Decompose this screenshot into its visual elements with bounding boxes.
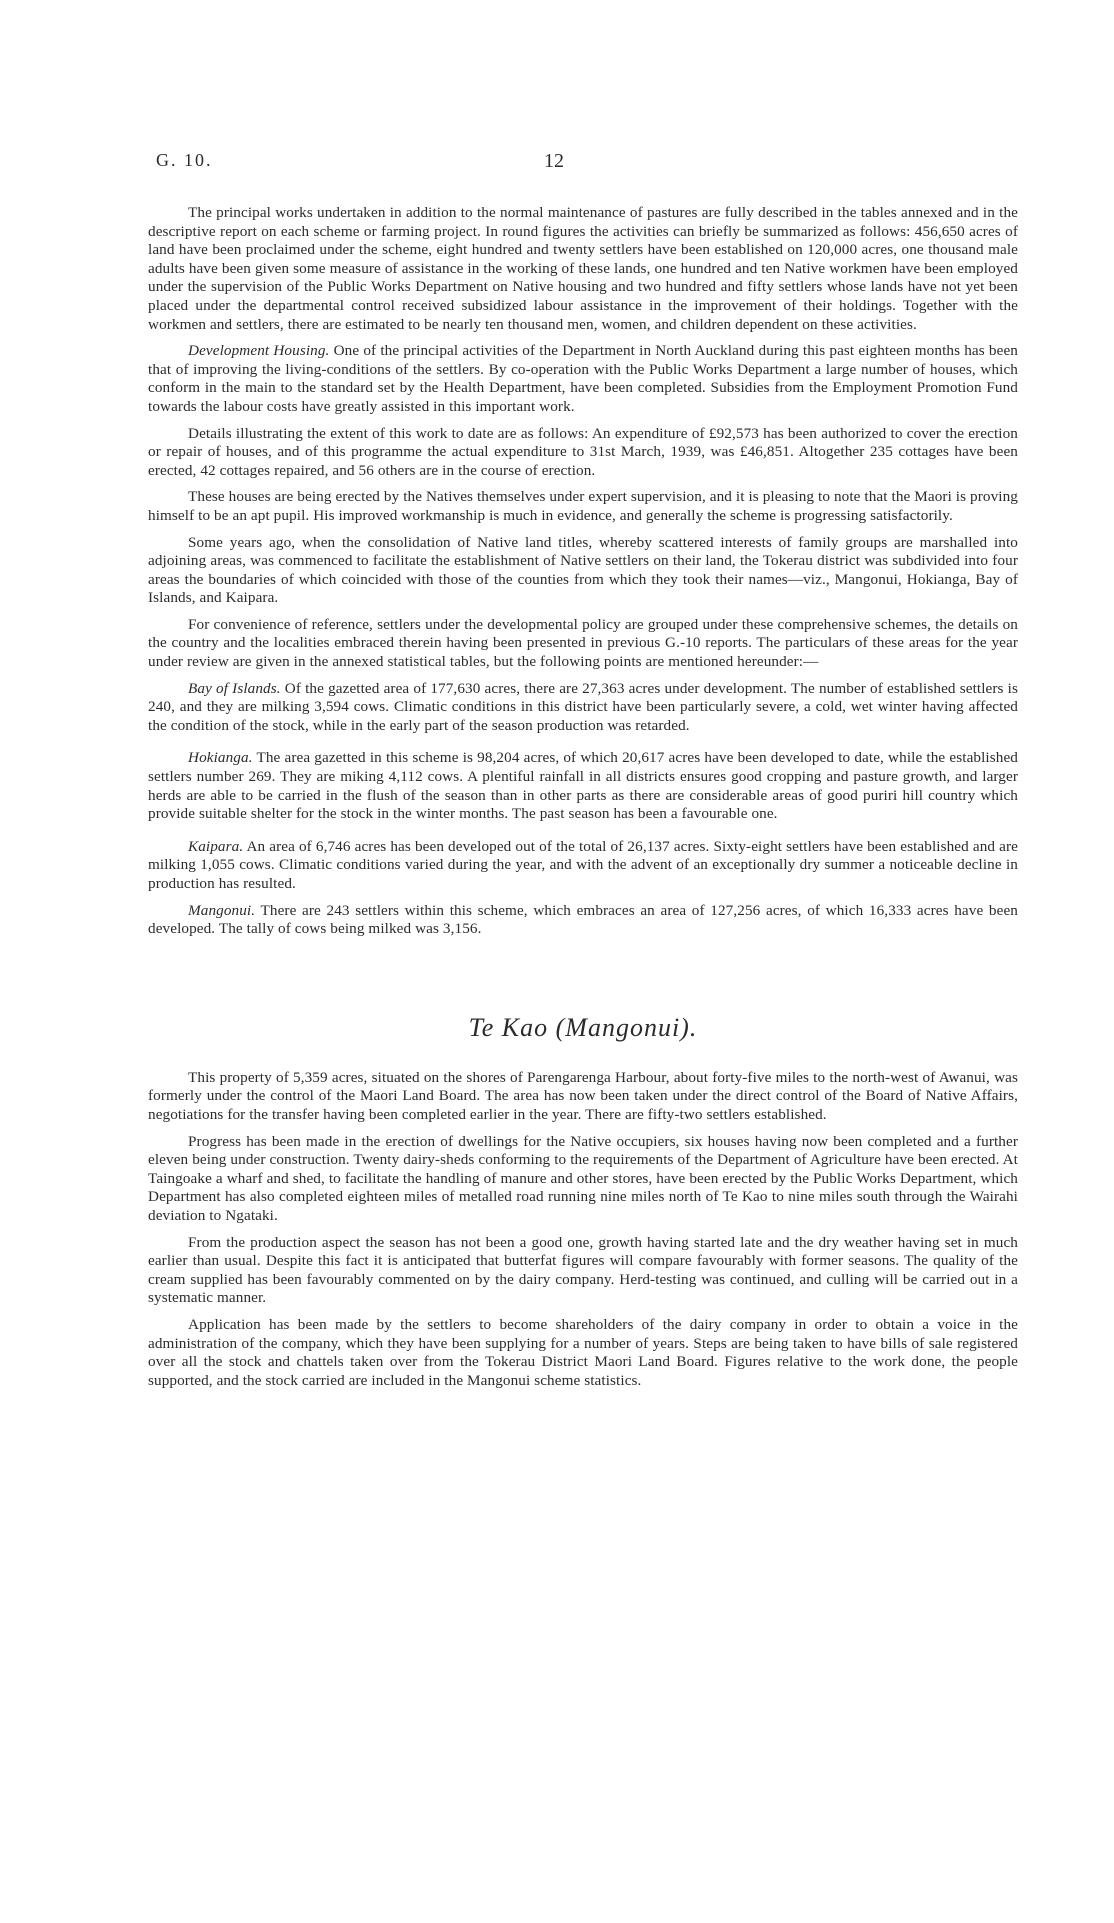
paragraph-bay-of-islands: Bay of Islands. Of the gazetted area of 177,630 acres, there are 27,363 acres under development. The number of established settlers is 240, and they are milking 3,594 cows. Climatic conditions in this district have been particularly severe, a cold, wet winter having affected the condition of the stock, while in the early part of the season production was retarded. — [148, 679, 1018, 734]
run-in-heading: Mangonui. — [188, 901, 256, 919]
document-reference: G. 10. — [156, 150, 213, 170]
paragraph-hokianga: Hokianga. The area gazetted in this scheme is 98,204 acres, of which 20,617 acres have been developed to date, while the established settlers number 269. They are miking 4,112 cows. A plentiful rainfall in all districts ensures good cropping and pasture growth, and larger herds are able to be carried in the flush of the season than in other parts as there are considerable areas of good puriri hill country which provide suitable shelter for the stock in the winter months. The past season has been a favourable one. — [148, 749, 1018, 823]
section-heading-te-kao: Te Kao (Mangonui). — [468, 1012, 698, 1042]
paragraph-te-kao-dwellings: Progress has been made in the erection of dwellings for the Native occupiers, six houses having now been completed and a further eleven being under construction. Twenty dairy-sheds conforming to the requirements of the Department of Agriculture have been erected. At Taingoake a wharf and shed, to facilitate the handling of manure and other stores, have been erected by the Public Works Department, which Department has also completed eighteen miles of metalled road running nine miles north of Te Kao to nine miles south through the Wairahi deviation to Ngataki. — [148, 1132, 1018, 1224]
paragraph-development-housing: Development Housing. One of the principal activities of the Department in North Auckland during this past eighteen months has been that of improving the living-conditions of the settlers. By co-operation with the Public Works Department a large number of houses, which conform in the main to the standard set by the Health Department, have been completed. Subsidies from the Employment Promotion Fund towards the labour costs have greatly assisted in this important work. — [148, 342, 1018, 415]
paragraph-schemes-reference: For convenience of reference, settlers under the developmental policy are grouped under these comprehensive schemes, the details on the country and the localities embraced therein having been presented in previous G.-10 reports. The particulars of these areas for the year under review are given in the annexed statistical tables, but the following points are mentioned hereunder:— — [148, 615, 1018, 671]
paragraph-te-kao-production: From the production aspect the season has not been a good one, growth having started late and the dry weather having set in much earlier than usual. Despite this fact it is anticipated that butterfat figures will compare favourably with former seasons. The quality of the cream supplied has been favourably commented on by the dairy company. Herd-testing was continued, and culling will be carried out in a systematic manner. — [148, 1233, 1018, 1307]
section-north-auckland — [148, 204, 1018, 939]
page-header — [148, 150, 1018, 176]
run-in-heading: Development Housing. — [188, 342, 330, 360]
paragraph-mangonui: Mangonui. There are 243 settlers within this scheme, which embraces an area of 127,256 acres, of which 16,333 acres have been developed. The tally of cows being milked was 3,156. — [148, 901, 1018, 938]
run-in-heading: Bay of Islands. — [188, 679, 281, 697]
paragraph-housing-progress: These houses are being erected by the Natives themselves under expert supervision, and it is pleasing to note that the Maori is proving himself to be an apt pupil. His improved workmanship is much in evidence, and generally the scheme is progressing satisfactorily. — [148, 488, 1018, 524]
paragraph-housing-details: Details illustrating the extent of this work to date are as follows: An expenditure of £92,573 has been authorized to cover the erection or repair of houses, and of this programme the actual expenditure to 31st March, 1939, was £46,851. Altogether 235 cottages have been erected, 42 cottages repaired, and 56 others are in the course of erection. — [148, 424, 1018, 479]
paragraph-consolidation: Some years ago, when the consolidation of Native land titles, whereby scattered interests of family groups are marshalled into adjoining areas, was commenced to facilitate the establishment of Native settlers on their land, the Tokerau district was subdivided into four areas the boundaries of which coincided with those of the counties from which they took their names—viz., Mangonui, Hokianga, Bay of Islands, and Kaipara. — [148, 533, 1018, 607]
paragraph-te-kao-property: This property of 5,359 acres, situated on the shores of Parengarenga Harbour, about forty-five miles to the north-west of Awanui, was formerly under the control of the Maori Land Board. The area has now been taken under the direct control of the Board of Native Affairs, negotiations for the transfer having been completed earlier in the year. There are fifty-two settlers established. — [148, 1068, 1018, 1123]
paragraph-te-kao-shareholders: Application has been made by the settlers to become shareholders of the dairy company in order to obtain a voice in the administration of the company, which they have been supplying for a number of years. Steps are being taken to have bills of sale registered over all the stock and chattels taken over from the Tokerau District Maori Land Board. Figures relative to the work done, the people supported, and the stock carried are included in the Mangonui scheme statistics. — [148, 1315, 1018, 1389]
run-in-heading: Hokianga. — [188, 749, 253, 767]
paragraph-kaipara: Kaipara. An area of 6,746 acres has been developed out of the total of 26,137 acres. Sixty-eight settlers have been established and are milking 1,055 cows. Climatic conditions varied during the year, and with the advent of an exceptionally dry summer a noticeable decline in production has resulted. — [148, 837, 1018, 892]
section-te-kao — [148, 1069, 1018, 1391]
report-page — [148, 150, 1018, 1398]
paragraph-summary: The principal works undertaken in addition to the normal maintenance of pastures are fully described in the tables annexed and in the descriptive report on each scheme or farming project. In round figures the activities can briefly be summarized as follows: 456,650 acres of land have been proclaimed under the scheme, eight hundred and twenty settlers have been established on 120,000 acres, one thousand male adults have been given some measure of assistance in the working of these lands, one hundred and ten Native workmen have been employed under the supervision of the Public Works Department on Native housing and two hundred and fifty settlers whose lands have not yet been placed under the departmental control received subsidized labour assistance in the improvement of their holdings. Together with the workmen and settlers, there are estimated to be nearly ten thousand men, women, and children dependent on these activities. — [148, 204, 1018, 333]
run-in-heading: Kaipara. — [188, 837, 244, 855]
page-number: 12 — [544, 150, 564, 172]
